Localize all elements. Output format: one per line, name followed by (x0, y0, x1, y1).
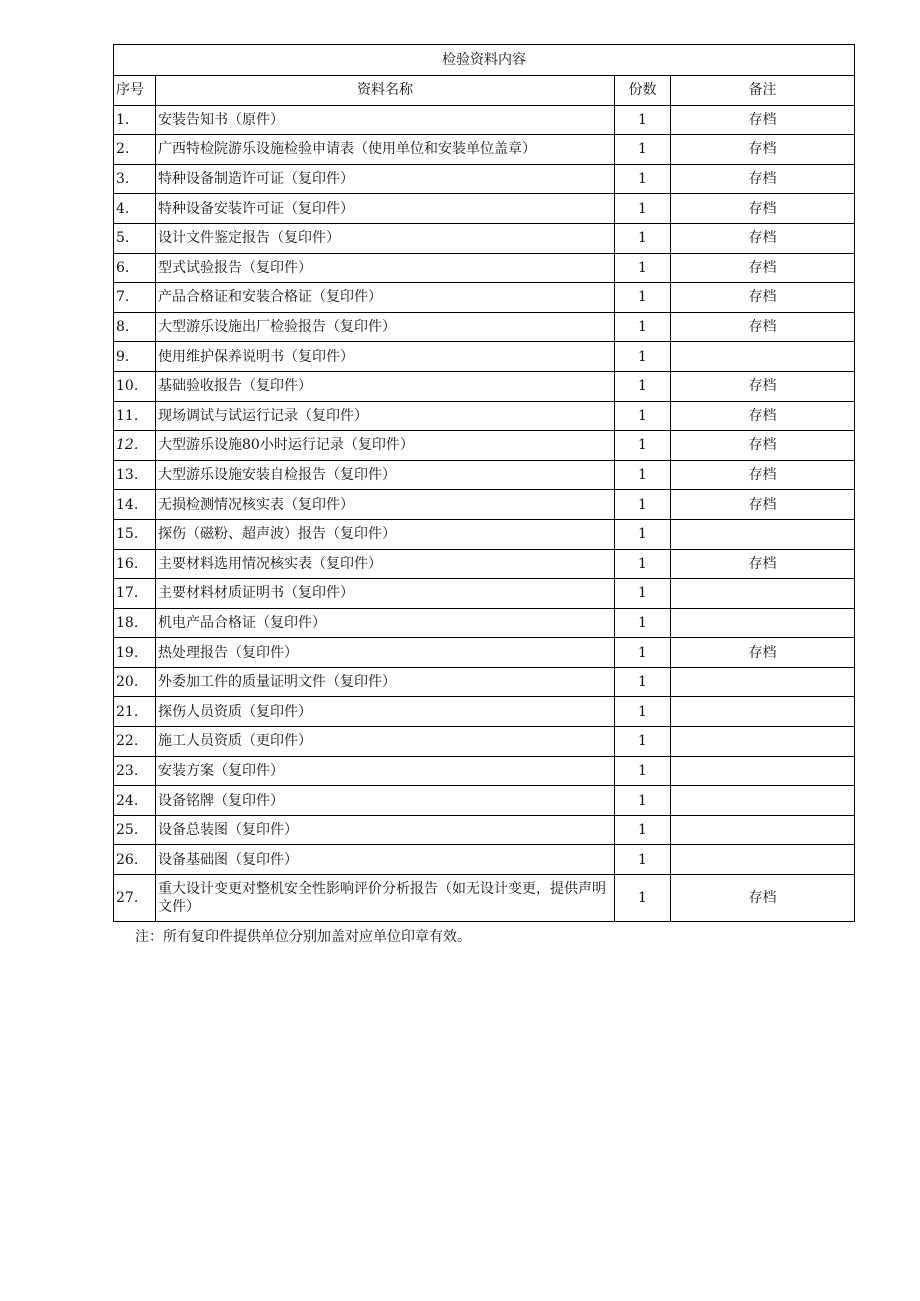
row-name: 特种设备制造许可证（复印件） (156, 164, 615, 194)
row-no: 13. (114, 460, 156, 490)
row-count: 1 (615, 727, 671, 757)
row-count: 1 (615, 223, 671, 253)
row-note (671, 845, 855, 875)
row-note (671, 667, 855, 697)
table-row (114, 727, 855, 757)
row-count: 1 (615, 875, 671, 922)
row-no: 19. (114, 638, 156, 668)
row-no: 22. (114, 727, 156, 757)
row-note: 存档 (671, 371, 855, 401)
row-no: 24. (114, 786, 156, 816)
row-name: 基础验收报告（复印件） (156, 371, 615, 401)
table-row (114, 875, 855, 922)
row-count: 1 (615, 756, 671, 786)
row-no: 16. (114, 549, 156, 579)
row-no: 9. (114, 342, 156, 372)
row-no: 25. (114, 815, 156, 845)
row-note: 存档 (671, 401, 855, 431)
table-row (114, 845, 855, 875)
row-note (671, 579, 855, 609)
row-name: 安装告知书（原件） (156, 105, 615, 135)
row-count: 1 (615, 786, 671, 816)
row-note (671, 519, 855, 549)
row-no: 3. (114, 164, 156, 194)
row-no: 7. (114, 283, 156, 313)
table-row (114, 164, 855, 194)
row-no: 18. (114, 608, 156, 638)
row-note: 存档 (671, 105, 855, 135)
row-count: 1 (615, 371, 671, 401)
row-count: 1 (615, 105, 671, 135)
row-note: 存档 (671, 135, 855, 165)
row-no: 27. (114, 875, 156, 922)
row-name: 现场调试与试运行记录（复印件） (156, 401, 615, 431)
row-name: 大型游乐设施安装自检报告（复印件） (156, 460, 615, 490)
row-count: 1 (615, 253, 671, 283)
row-note (671, 342, 855, 372)
row-note: 存档 (671, 875, 855, 922)
row-name: 设备铭牌（复印件） (156, 786, 615, 816)
row-count: 1 (615, 342, 671, 372)
table-row (114, 253, 855, 283)
row-note: 存档 (671, 431, 855, 461)
row-name: 主要材料选用情况核实表（复印件） (156, 549, 615, 579)
row-name: 安装方案（复印件） (156, 756, 615, 786)
table-row (114, 135, 855, 165)
row-name: 主要材料材质证明书（复印件） (156, 579, 615, 609)
row-count: 1 (615, 312, 671, 342)
table-row (114, 519, 855, 549)
row-note (671, 697, 855, 727)
row-name: 广西特检院游乐设施检验申请表（使用单位和安装单位盖章） (156, 135, 615, 165)
row-name: 重大设计变更对整机安全性影响评价分析报告（如无设计变更，提供声明文件） (156, 875, 615, 922)
row-note: 存档 (671, 460, 855, 490)
row-name: 使用维护保养说明书（复印件） (156, 342, 615, 372)
table-row (114, 431, 855, 461)
row-no: 6. (114, 253, 156, 283)
row-name: 探伤人员资质（复印件） (156, 697, 615, 727)
row-count: 1 (615, 194, 671, 224)
table-header-row (114, 76, 855, 106)
table-row (114, 371, 855, 401)
table-row (114, 401, 855, 431)
row-count: 1 (615, 667, 671, 697)
footnote: 注：所有复印件提供单位分别加盖对应单位印章有效。 (135, 929, 471, 946)
header-name: 资料名称 (156, 76, 615, 106)
row-count: 1 (615, 283, 671, 313)
table-row (114, 490, 855, 520)
table-row (114, 223, 855, 253)
row-name: 型式试验报告（复印件） (156, 253, 615, 283)
row-note: 存档 (671, 194, 855, 224)
row-no: 5. (114, 223, 156, 253)
table-row (114, 756, 855, 786)
row-no: 14. (114, 490, 156, 520)
header-no: 序号 (114, 76, 156, 106)
row-name: 大型游乐设施出厂检验报告（复印件） (156, 312, 615, 342)
row-note (671, 608, 855, 638)
inspection-materials-table (113, 44, 855, 922)
row-count: 1 (615, 697, 671, 727)
document-sheet (113, 44, 854, 946)
row-no: 17. (114, 579, 156, 609)
header-count: 份数 (615, 76, 671, 106)
row-count: 1 (615, 519, 671, 549)
table-row (114, 460, 855, 490)
row-note: 存档 (671, 312, 855, 342)
row-no: 23. (114, 756, 156, 786)
row-no: 4. (114, 194, 156, 224)
row-no: 20. (114, 667, 156, 697)
table-row (114, 194, 855, 224)
row-note: 存档 (671, 283, 855, 313)
row-no: 15. (114, 519, 156, 549)
row-count: 1 (615, 638, 671, 668)
row-name: 外委加工件的质量证明文件（复印件） (156, 667, 615, 697)
row-count: 1 (615, 845, 671, 875)
table-row (114, 815, 855, 845)
row-name: 特种设备安装许可证（复印件） (156, 194, 615, 224)
row-count: 1 (615, 490, 671, 520)
row-note (671, 815, 855, 845)
row-count: 1 (615, 608, 671, 638)
row-name: 产品合格证和安装合格证（复印件） (156, 283, 615, 313)
row-name: 探伤（磁粉、超声波）报告（复印件） (156, 519, 615, 549)
row-note (671, 727, 855, 757)
table-row (114, 549, 855, 579)
row-no: 12. (114, 431, 156, 461)
row-no: 8. (114, 312, 156, 342)
row-count: 1 (615, 135, 671, 165)
row-count: 1 (615, 579, 671, 609)
table-row (114, 312, 855, 342)
row-name: 设计文件鉴定报告（复印件） (156, 223, 615, 253)
row-name: 大型游乐设施80小时运行记录（复印件） (156, 431, 615, 461)
row-note: 存档 (671, 223, 855, 253)
row-name: 机电产品合格证（复印件） (156, 608, 615, 638)
table-row (114, 342, 855, 372)
table-title-row (114, 45, 855, 76)
row-count: 1 (615, 401, 671, 431)
row-name: 施工人员资质（更印件） (156, 727, 615, 757)
row-note (671, 786, 855, 816)
table-title: 检验资料内容 (114, 45, 855, 76)
row-note: 存档 (671, 638, 855, 668)
table-row (114, 697, 855, 727)
row-note: 存档 (671, 164, 855, 194)
row-no: 2. (114, 135, 156, 165)
row-count: 1 (615, 431, 671, 461)
row-note: 存档 (671, 490, 855, 520)
row-no: 26. (114, 845, 156, 875)
header-note: 备注 (671, 76, 855, 106)
row-count: 1 (615, 460, 671, 490)
table-row (114, 786, 855, 816)
row-name: 设备总装图（复印件） (156, 815, 615, 845)
table-row (114, 105, 855, 135)
row-count: 1 (615, 549, 671, 579)
row-note (671, 756, 855, 786)
row-note: 存档 (671, 253, 855, 283)
row-no: 21. (114, 697, 156, 727)
row-no: 11. (114, 401, 156, 431)
row-name: 热处理报告（复印件） (156, 638, 615, 668)
row-no: 10. (114, 371, 156, 401)
table-row (114, 638, 855, 668)
row-no: 1. (114, 105, 156, 135)
row-note: 存档 (671, 549, 855, 579)
table-row (114, 608, 855, 638)
row-count: 1 (615, 815, 671, 845)
row-name: 无损检测情况核实表（复印件） (156, 490, 615, 520)
table-row (114, 283, 855, 313)
table-row (114, 579, 855, 609)
row-count: 1 (615, 164, 671, 194)
table-row (114, 667, 855, 697)
row-name: 设备基础图（复印件） (156, 845, 615, 875)
